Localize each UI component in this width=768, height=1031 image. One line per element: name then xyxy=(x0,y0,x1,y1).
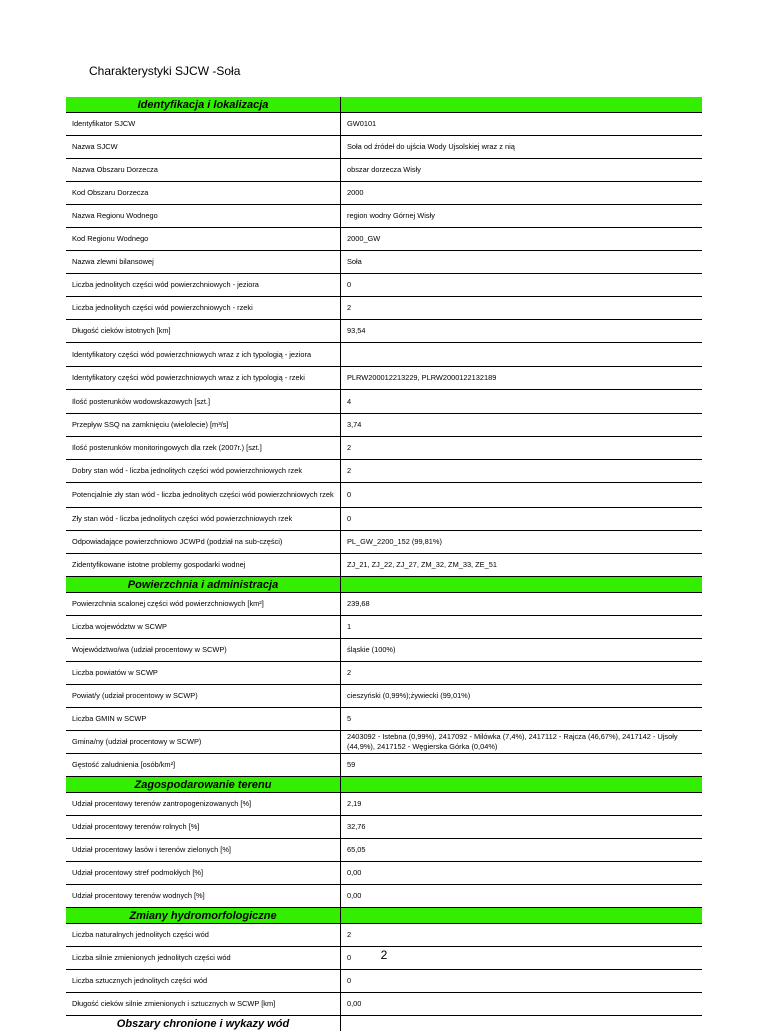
row-label: Liczba sztucznych jednolitych części wód xyxy=(66,970,341,992)
row-value: 2,19 xyxy=(347,799,362,808)
row-label: Liczba GMIN w SCWP xyxy=(66,708,341,730)
section-title: Zagospodarowanie terenu xyxy=(134,778,272,791)
row-value: 239,68 xyxy=(347,599,370,608)
row-label: Liczba województw w SCWP xyxy=(66,616,341,638)
section-title: Identyfikacja i lokalizacja xyxy=(137,98,269,111)
page-number: 2 xyxy=(380,948,388,962)
table-row xyxy=(66,970,702,993)
row-value: 0,00 xyxy=(347,999,362,1008)
row-value: 32,76 xyxy=(347,822,366,831)
row-value: region wodny Górnej Wisły xyxy=(347,211,435,220)
row-value: 0,00 xyxy=(347,868,362,877)
row-label: Liczba silnie zmienionych jednolitych części wód xyxy=(66,947,341,969)
row-value: 2000 xyxy=(347,188,364,197)
section-spacer-cell xyxy=(341,577,702,592)
row-label: Odpowiadające powierzchniowo JCWPd (podział na sub-części) xyxy=(66,531,341,553)
table-row xyxy=(66,993,702,1016)
table-row xyxy=(66,816,702,839)
section-header-zmiany-hydromorfologiczne xyxy=(66,908,702,924)
row-label: Nazwa zlewni bilansowej xyxy=(66,251,341,273)
row-label: Zły stan wód - liczba jednolitych części wód powierzchniowych rzek xyxy=(66,508,341,530)
row-label: Udział procentowy stref podmokłych [%] xyxy=(66,862,341,884)
section-header-obszary-chronione-i-wykazy-wo-d xyxy=(66,1016,702,1031)
section-title-cell xyxy=(66,908,341,923)
table-row xyxy=(66,639,702,662)
table-row xyxy=(66,793,702,816)
row-value: 3,74 xyxy=(347,420,362,429)
row-value: 0 xyxy=(347,514,352,523)
row-value: 2403092 - Istebna (0,99%), 2417092 - Milówka (7,4%), 2417112 - Rajcza (46,67%), 2417142 - Ujsoły (44,9%), 2417152 - Węgierska Górka (0,04%) xyxy=(347,732,678,751)
row-value: 0,00 xyxy=(347,891,362,900)
row-label: Powiat/y (udział procentowy w SCWP) xyxy=(66,685,341,707)
row-label: Kod Obszaru Dorzecza xyxy=(66,182,341,204)
row-value: GW0101 xyxy=(347,119,377,128)
section-title: Zmiany hydromorfologiczne xyxy=(129,909,277,922)
row-label: Zidentyfikowane istotne problemy gospodarki wodnej xyxy=(66,554,341,576)
table-row xyxy=(66,390,702,414)
row-value: 2 xyxy=(347,466,352,475)
section-title-cell xyxy=(66,577,341,592)
table-row xyxy=(66,531,702,554)
section-spacer-cell xyxy=(341,1016,702,1031)
table-row xyxy=(66,274,702,297)
table-row xyxy=(66,320,702,343)
section-title-cell xyxy=(66,97,341,112)
table-row xyxy=(66,885,702,908)
table-row xyxy=(66,554,702,577)
section-title: Powierzchnia i administracja xyxy=(127,578,279,591)
row-label: Udział procentowy terenów rolnych [%] xyxy=(66,816,341,838)
row-value: Soła od źródeł do ujścia Wody Ujsolskiej wraz z nią xyxy=(347,142,515,151)
table-row xyxy=(66,437,702,460)
row-label: Nazwa Regionu Wodnego xyxy=(66,205,341,227)
section-header-powierzchnia-i-administracja xyxy=(66,577,702,593)
table-row xyxy=(66,508,702,531)
table-row xyxy=(66,414,702,437)
row-value: 5 xyxy=(347,714,352,723)
row-label: Potencjalnie zły stan wód - liczba jednolitych części wód powierzchniowych rzek xyxy=(66,483,341,507)
row-value: Soła xyxy=(347,257,362,266)
row-value: 1 xyxy=(347,622,352,631)
row-value: 0 xyxy=(347,976,352,985)
row-value: 0 xyxy=(347,490,352,499)
row-value: 2 xyxy=(347,303,352,312)
row-label: Gmina/ny (udział procentowy w SCWP) xyxy=(66,731,341,753)
table-row xyxy=(66,343,702,367)
row-label: Nazwa Obszaru Dorzecza xyxy=(66,159,341,181)
table-row xyxy=(66,113,702,136)
section-header-identyfikacja-i-lokalizacja xyxy=(66,97,702,113)
row-label: Liczba jednolitych części wód powierzchniowych - rzeki xyxy=(66,297,341,319)
table-row xyxy=(66,708,702,731)
row-label: Liczba jednolitych części wód powierzchniowych - jeziora xyxy=(66,274,341,296)
row-label: Identyfikatory części wód powierzchniowych wraz z ich typologią - rzeki xyxy=(66,367,341,389)
row-value: cieszyński (0,99%);żywiecki (99,01%) xyxy=(347,691,471,700)
table-row xyxy=(66,182,702,205)
row-label: Nazwa SJCW xyxy=(66,136,341,158)
table-row xyxy=(66,136,702,159)
table-row xyxy=(66,205,702,228)
row-label: Identyfikatory części wód powierzchniowych wraz z ich typologią - jeziora xyxy=(66,343,341,366)
row-value: 2 xyxy=(347,668,352,677)
row-label: Liczba powiatów w SCWP xyxy=(66,662,341,684)
row-value: obszar dorzecza Wisły xyxy=(347,165,421,174)
table-row xyxy=(66,685,702,708)
row-label: Długość cieków istotnych [km] xyxy=(66,320,341,342)
table-row xyxy=(66,754,702,777)
row-label: Udział procentowy terenów wodnych [%] xyxy=(66,885,341,907)
row-value: 2000_GW xyxy=(347,234,381,243)
row-label: Gęstość zaludnienia [osób/km²] xyxy=(66,754,341,776)
section-spacer-cell xyxy=(341,97,702,112)
row-label: Dobry stan wód - liczba jednolitych części wód powierzchniowych rzek xyxy=(66,460,341,482)
row-value: 0 xyxy=(347,953,352,962)
section-title: Obszary chronione i wykazy wód xyxy=(116,1017,290,1030)
row-label: Udział procentowy terenów zantropogenizowanych [%] xyxy=(66,793,341,815)
table-row xyxy=(66,367,702,390)
row-value: ZJ_21, ZJ_22, ZJ_27, ZM_32, ZM_33, ZE_51 xyxy=(347,560,497,569)
row-label: Ilość posterunków monitoringowych dla rzek (2007r.) [szt.] xyxy=(66,437,341,459)
row-label: Województwo/wa (udział procentowy w SCWP) xyxy=(66,639,341,661)
table-row xyxy=(66,593,702,616)
table-row xyxy=(66,228,702,251)
row-value: 65,05 xyxy=(347,845,366,854)
row-label: Identyfikator SJCW xyxy=(66,113,341,135)
section-spacer-cell xyxy=(341,777,702,792)
table-row xyxy=(66,251,702,274)
row-label: Przepływ SSQ na zamknięciu (wielolecie) [m³/s] xyxy=(66,414,341,436)
row-label: Długość cieków silnie zmienionych i sztucznych w SCWP [km] xyxy=(66,993,341,1015)
section-header-zagospodarowanie-terenu xyxy=(66,777,702,793)
table-row xyxy=(66,839,702,862)
row-value: 2 xyxy=(347,930,352,939)
page-header: Charakterystyki SJCW -Soła xyxy=(89,64,241,78)
table-row xyxy=(66,483,702,508)
row-value: 2 xyxy=(347,443,352,452)
table-row xyxy=(66,662,702,685)
section-title-cell xyxy=(66,1016,341,1031)
table-row xyxy=(66,159,702,182)
row-value: 59 xyxy=(347,760,356,769)
table-row xyxy=(66,460,702,483)
section-title-cell xyxy=(66,777,341,792)
section-spacer-cell xyxy=(341,908,702,923)
row-label: Kod Regionu Wodnego xyxy=(66,228,341,250)
row-value: 93,54 xyxy=(347,326,366,335)
row-label: Udział procentowy lasów i terenów zielonych [%] xyxy=(66,839,341,861)
row-value: PLRW200012213229, PLRW2000122132189 xyxy=(347,373,497,382)
row-label: Powierzchnia scalonej części wód powierzchniowych [km²] xyxy=(66,593,341,615)
table-row xyxy=(66,862,702,885)
table-row xyxy=(66,924,702,947)
row-value: PL_GW_2200_152 (99,81%) xyxy=(347,537,442,546)
table-row xyxy=(66,297,702,320)
table-row xyxy=(66,616,702,639)
row-value: 0 xyxy=(347,280,352,289)
characteristics-table xyxy=(66,97,702,1031)
row-value: 4 xyxy=(347,396,352,406)
row-label: Ilość posterunków wodowskazowych [szt.] xyxy=(66,390,341,413)
row-value: śląskie (100%) xyxy=(347,645,396,654)
table-row xyxy=(66,731,702,754)
row-value xyxy=(341,343,702,366)
row-label: Liczba naturalnych jednolitych części wód xyxy=(66,924,341,946)
